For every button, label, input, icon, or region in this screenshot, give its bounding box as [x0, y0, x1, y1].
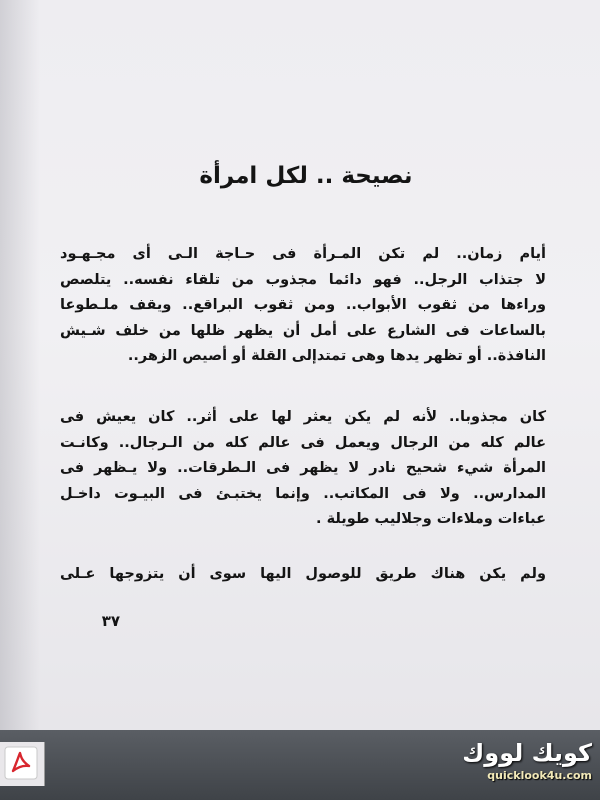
paragraph-line: عباءات وملاءات وجلاليب طويلة .: [316, 511, 546, 528]
paragraph-line: وراءها من ثقوب الأبواب.. ومن ثقوب البراقع.. ويقف ملـطوعا: [60, 297, 546, 314]
watermark: [462, 738, 592, 784]
paragraph-line: كان مجذوبا.. لأنه لم يكن يعثر لها على أثر.. كان يعيش فى: [60, 409, 546, 425]
document-page: [52, 0, 560, 730]
pdf-reader-icon: [4, 746, 38, 780]
paragraph-line: أيام زمان.. لم تكن المـرأة فى حـاجة الـى أى مجـهـود: [60, 246, 546, 262]
paragraph-line: النافذة.. أو تظهر يدها وهى تمتدإلى القلة أو أصيص الزهر..: [127, 348, 546, 365]
paragraph-line: بالساعات فى الشارع على أمل أن يظهر ظلها من خلف شـيش: [60, 322, 546, 339]
watermark-name: كويك لووك: [462, 739, 592, 767]
paragraph-line: ولم يكن هناك طريق للوصول اليها سوى أن يتزوجها عـلى: [60, 566, 546, 582]
paragraph-line: عالم كله من الرجال ويعمل فى عالم كله من الـرجال.. وكانـت: [60, 434, 546, 451]
paragraph-line: لا جتذاب الرجل.. فهو دائما مجذوب من تلقاء نفسه.. يتلصص: [60, 271, 546, 288]
taskbar-pdf-reader-button[interactable]: [0, 742, 45, 786]
paragraph-line: المدارس.. ولا فى المكاتب.. وإنما يختبـئ فى البيـوت داخـل: [60, 485, 546, 502]
watermark-url: quicklook4u.com: [487, 769, 592, 782]
screen-shade: [0, 0, 40, 730]
paragraph-3: [60, 562, 546, 588]
paragraph-line: المرأة شيء شحيح نادر لا يظهر فى الـطرقات.. ولا يـظهر فى: [60, 460, 546, 477]
page-title: نصيحة .. لكل امرأة: [199, 163, 413, 189]
page-number: ٣٧: [101, 612, 120, 630]
paragraph-2: [60, 405, 546, 533]
paragraph-1: [60, 242, 546, 370]
